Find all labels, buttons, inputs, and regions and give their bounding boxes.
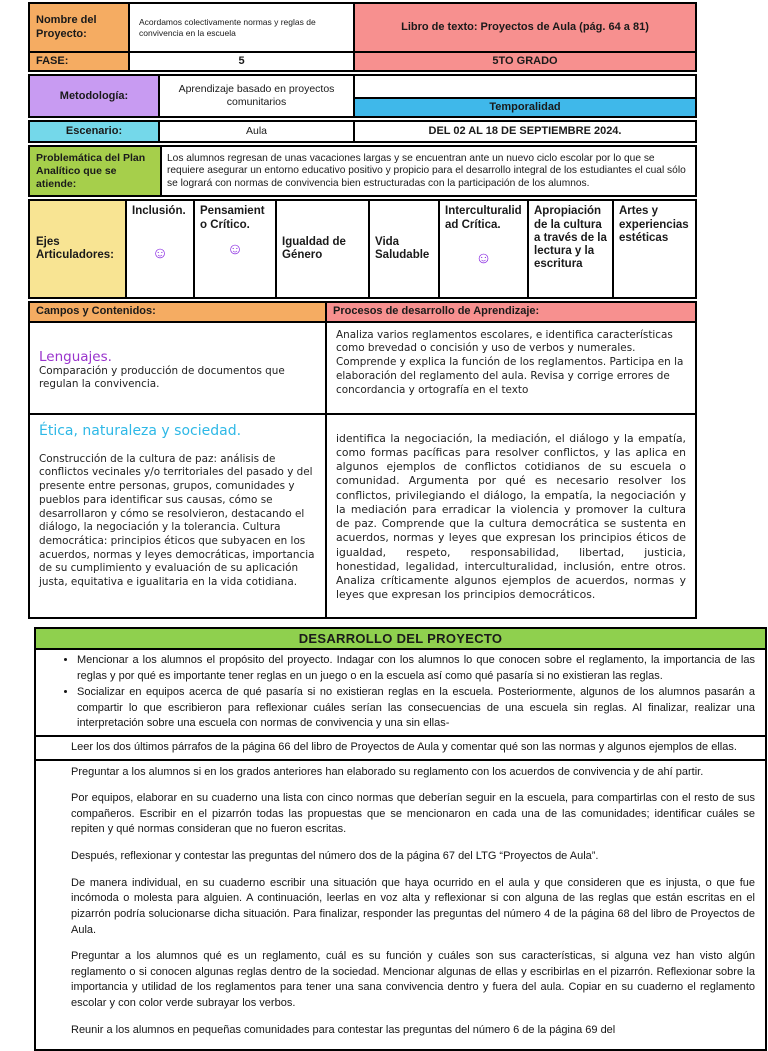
axis-label: Vida Saludable (375, 236, 430, 262)
scenario-label: Escenario: (29, 121, 159, 142)
empty-cell (354, 75, 696, 98)
ethics-cell (29, 414, 326, 618)
methodology-value: Aprendizaje basado en proyectos comunitarios (159, 75, 354, 117)
development-paragraph: Preguntar a los alumnos si en los grados anteriores han elaborado su reglamento con los acuerdos de convivencia y de ahí partir. (71, 765, 704, 778)
methodology-label: Metodología: (29, 75, 159, 117)
grade-label: 5TO GRADO (354, 52, 696, 71)
problematic-label: Problemática del Plan Analítico que se atiende: (29, 146, 161, 196)
development-paragraph: Preguntar a los alumnos qué es un reglamento, cuál es su función y cuáles son sus características, si alguna vez han visto algún reglamento o si conocen algunas reglas dentro de la sociedad. Mencionar algunas de ellas y escribirlas en el pizarrón. Reflexionar sobre la importancia y utilidad de los reglamentos para tener una sana convivencia dentro y fuera del aula. Copiar en su cuaderno el reglamento escolar y con color verde subrayar los verbos. (71, 950, 755, 1009)
development-paragraphs-cell (35, 760, 766, 1051)
processes-header: Procesos de desarrollo de Aprendizaje: (326, 302, 696, 321)
ethics-text: Construcción de la cultura de paz: análisis de conflictos vecinales y/o territoriales del pasado y del presente entre personas, grupos, comunidades y pueblos para identificar sus causas, cómo se desarrollaron y cómo se resolvieron, destacando el diálogo, la negociación y la tolerancia. Cultura democrática: principios éticos que subyacen en los acuerdos, normas y leyes democráticas, importancia de su cumplimiento y evaluación de su aplicación justa, equitativa e igualitaria en la vida cotidiana. (39, 452, 315, 589)
dates-value: DEL 02 AL 18 DE SEPTIEMBRE 2024. (354, 121, 696, 142)
languages-text: Comparación y producción de documentos que regulan la convivencia. (39, 364, 285, 391)
fase-value: 5 (129, 52, 354, 71)
axis-label: Pensamiento Crítico. (200, 205, 265, 231)
axis-label: Igualdad de Género (282, 236, 346, 262)
axis-label: Inclusión. (132, 205, 186, 218)
development-paragraph: De manera individual, en su cuaderno escribir una situación que haya ocurrido en el aula y que consideren que es injusta, o que fue incómoda o molesta para alguien. A continuación, leerlas en voz alta y reflexionar si con alguna de las reglas que están escritas en el pizarrón podría solucionarse dicha situación. Para finalizar, responder las preguntas del número 4 de la página 68 del libro de Proyectos de Aula. (71, 876, 755, 936)
axis-culture-appropriation (528, 200, 613, 298)
languages-process-cell (326, 322, 696, 414)
axis-critical-thinking (194, 200, 276, 298)
ethics-process-cell (326, 414, 696, 618)
axis-gender-equality (276, 200, 369, 298)
problematic-text: Los alumnos regresan de unas vacaciones largas y se encuentran ante un nuevo ciclo escolar por lo que se requiere asegurar un entorno educativo positivo y propicio para el desarrollo integral de los estudiantes el cual sólo se logrará con normas de convivencia bien estructuradas con la participación de los alumnos. (161, 146, 696, 196)
axis-label: Apropiación de la cultura a través de la lectura y la escritura (534, 205, 607, 271)
project-development-table (34, 627, 765, 1036)
development-paragraph: Reunir a los alumnos en pequeñas comunidades para contestar las preguntas del número 6 de la página 69 del (71, 1023, 616, 1036)
axis-label: Artes y experiencias estéticas (619, 205, 689, 244)
axis-interculturality (439, 200, 528, 298)
development-paragraph: Por equipos, elaborar en su cuaderno una lista con cinco normas que deberían seguir en la escuela, para compartirlas con el resto de sus compañeros. Escribir en el pizarrón todas las propuestas que se mencionaron en cada una de las comunidades; identificar cuáles se repiten y qué normas consideran que no fueron escritas. (71, 792, 755, 836)
axis-arts (613, 200, 696, 298)
smiley-icon: ☺ (151, 244, 169, 262)
languages-process-text: Analiza varios reglamentos escolares, e identifica características como brevedad o concisión y uso de verbos y numerales. Comprende y explica la función de los reglamentos. Participa en la elaboración del reglamento del aula. Revisa y corrige errores de concordancia y ortografía en el texto (336, 328, 684, 396)
smiley-icon: ☺ (226, 240, 244, 258)
textbook-label: Libro de texto: Proyectos de Aula (pág. 64 a 81) (354, 3, 696, 52)
fields-header: Campos y Contenidos: (29, 302, 326, 321)
temporality-label: Temporalidad (354, 98, 696, 117)
axes-label: Ejes Articuladores: (29, 200, 126, 298)
scenario-value: Aula (159, 121, 354, 142)
scenario-block (28, 120, 697, 143)
development-paragraph: Después, reflexionar y contestar las preguntas del número dos de la página 67 del LTG “Proyectos de Aula”. (71, 850, 599, 863)
development-block (34, 627, 767, 1051)
axis-label: Interculturalidad Crítica. (445, 205, 522, 231)
ethics-process-text: identifica la negociación, la mediación, el diálogo y la empatía, como formas pacíficas para resolver conflictos, y las aplica en algunos ejemplos de conflictos cotidianos de su escuela o comunidad. Argumenta por qué es necesario resolver los conflictos, privilegiando el diálogo, la empatía, la negociación y la mediación para erradicar la violencia y promover la cultura de paz. Comprende que la cultura democrática se sustenta en acuerdos, normas y leyes que expresan los principios éticos de igualdad, respeto, responsabilidad, libertad, justicia, honestidad, legalidad, interculturalidad, inclusión, entre otros. Analiza críticamente algunos ejemplos de acuerdos, normas y leyes que expresan los principios democráticos. (336, 431, 686, 602)
smiley-icon: ☺ (475, 249, 492, 267)
languages-cell (29, 322, 326, 414)
axis-healthy-life (369, 200, 439, 298)
project-info-table (28, 2, 695, 621)
axis-inclusion (126, 200, 194, 298)
list-item: • Mencionar a los alumnos el propósito del proyecto. Indagar con los alumnos lo que conocen sobre el reglamento, la importancia de las reglas y por qué es importante tener reglas en un juego o en la escuela así como qué pasaría si no existieran las reglas. (77, 653, 755, 684)
list-item: • Socializar en equipos acerca de qué pasaría si no existieran reglas en la escuela. Posteriormente, algunos de los alumnos pasarán a compartir lo que escribieron para reflexionar cuáles serían las consecuencias de una escuela sin reglas. Al finalizar, realizar una interpretación sobre una escuela con normas de convivencia y una sin ellas- (77, 685, 755, 732)
project-name-label: Nombre del Proyecto: (29, 3, 129, 52)
methodology-block (28, 74, 697, 118)
development-read-cell: Leer los dos últimos párrafos de la página 66 del libro de Proyectos de Aula y comentar qué son las normas y algunos ejemplos de ellas. (35, 736, 766, 760)
development-header: DESARROLLO DEL PROYECTO (35, 628, 766, 649)
project-name-value: Acordamos colectivamente normas y reglas de convivencia en la escuela (129, 3, 354, 52)
ethics-title: Ética, naturaleza y sociedad. (39, 422, 242, 439)
development-bullets-cell (35, 649, 766, 736)
problematic-block (28, 145, 697, 197)
fase-label: FASE: (29, 52, 129, 71)
project-header-block (28, 2, 697, 72)
languages-title: Lenguajes. (39, 348, 112, 365)
contents-block (28, 301, 697, 618)
axes-block (28, 199, 697, 299)
